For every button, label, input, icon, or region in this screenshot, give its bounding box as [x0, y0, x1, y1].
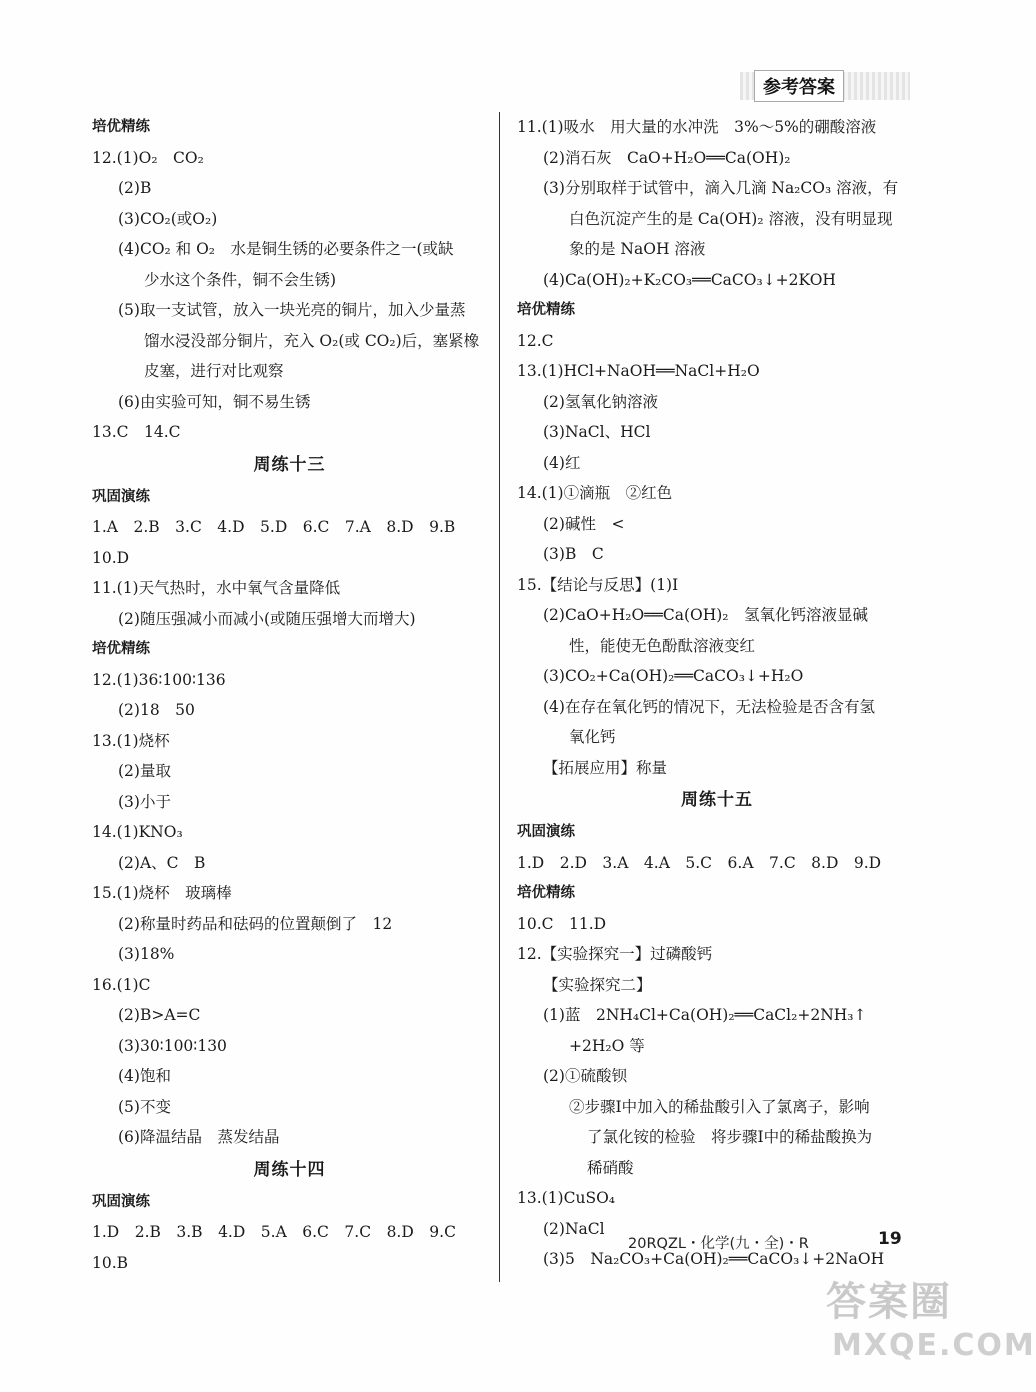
page-number: 19 [878, 1229, 902, 1249]
answer-line: 【拓展应用】称量 [543, 758, 668, 777]
answer-key-header [740, 66, 910, 104]
answer-line: 13.(1)CuSO₄ [517, 1189, 615, 1207]
week-title: 周练十五 [681, 790, 753, 810]
answer-line: (2)18 50 [118, 701, 195, 719]
answer-line: 13.(1)HCl+NaOH══NaCl+H₂O [517, 362, 760, 380]
answer-line: 14.(1)KNO₃ [92, 823, 183, 841]
answer-line: (2)随压强减小而减小(或随压强增大而增大) [118, 609, 416, 628]
answer-line: 稀硝酸 [587, 1158, 634, 1177]
answer-line: 象的是 NaOH 溶液 [569, 240, 706, 258]
week-title: 周练十四 [253, 1159, 326, 1180]
column-divider [499, 112, 500, 1282]
answer-line: (3)B C [543, 545, 604, 563]
answer-line: (3)30∶100∶130 [118, 1036, 227, 1055]
left-column [92, 112, 487, 1278]
answer-line: (2)消石灰 CaO+H₂O══Ca(OH)₂ [543, 148, 791, 167]
answer-line: 皮塞，进行对比观察 [144, 362, 284, 380]
answer-line: (2)NaCl [543, 1219, 605, 1238]
answer-line: 12.【实验探究一】过磷酸钙 [517, 945, 713, 963]
answer-line: 10.B [92, 1253, 129, 1272]
answer-line: 了氯化铵的检验 将步骤Ⅰ中的稀盐酸换为 [587, 1128, 873, 1146]
answer-line: 16.(1)C [92, 975, 151, 994]
answer-line: (3)CO₂(或O₂) [118, 209, 218, 228]
answer-line: 1.D 2.B 3.B 4.D 5.A 6.C 7.C 8.D 9.C [92, 1223, 456, 1241]
answer-line: (4)Ca(OH)₂+K₂CO₃══CaCO₃↓+2KOH [543, 270, 836, 289]
answer-line: (2)量取 [118, 762, 171, 780]
section-heading: 培优精练 [92, 119, 150, 135]
answer-line: 少水这个条件，铜不会生锈) [144, 270, 337, 289]
answer-line: 12.C [517, 331, 554, 350]
answer-line: (2)B>A=C [118, 1006, 201, 1024]
answer-line: (4)红 [543, 453, 581, 472]
answer-line: +2H₂O 等 [569, 1036, 645, 1055]
answer-line: (6)由实验可知，铜不易生锈 [118, 392, 311, 411]
answer-line: 馏水浸没部分铜片，充入 O₂(或 CO₂)后，塞紧橡 [144, 331, 480, 350]
answer-line: 15.【结论与反思】(1)Ⅰ [517, 575, 679, 594]
week-title: 周练十三 [253, 454, 326, 475]
answer-line: (3)CO₂+Ca(OH)₂══CaCO₃↓+H₂O [543, 667, 804, 685]
answer-line: (1)蓝 2NH₄Cl+Ca(OH)₂══CaCl₂+2NH₃↑ [543, 1006, 867, 1024]
answer-line: (4)饱和 [118, 1067, 171, 1085]
answer-line: (3)NaCl、HCl [543, 423, 651, 441]
section-heading: 巩固演练 [92, 488, 150, 505]
answer-line: 13.C 14.C [92, 423, 181, 441]
section-heading: 巩固演练 [517, 824, 575, 840]
answer-line: (5)取一支试管，放入一块光亮的铜片，加入少量蒸 [118, 301, 466, 319]
right-column [517, 112, 917, 1275]
watermark-logo [814, 1262, 1036, 1386]
answer-line: 10.C 11.D [517, 914, 607, 933]
answer-line: (3)18% [118, 945, 175, 963]
watermark-url: MXQE.COM [832, 1328, 1036, 1363]
answer-line: 13.(1)烧杯 [92, 731, 170, 750]
section-heading: 培优精练 [517, 885, 575, 901]
answer-line: (2)碱性 < [543, 514, 625, 533]
answer-line: (6)降温结晶 蒸发结晶 [118, 1128, 280, 1146]
answer-line: 【实验探究二】 [543, 975, 652, 994]
answer-line: 11.(1)天气热时，水中氧气含量降低 [92, 579, 341, 597]
watermark-text: 答案圈 [826, 1279, 952, 1325]
answer-line: (2)称量时药品和砝码的位置颠倒了 12 [118, 914, 393, 933]
answer-line: 15.(1)烧杯 玻璃棒 [92, 884, 232, 902]
answer-line: 12.(1)O₂ CO₂ [92, 148, 204, 167]
answer-line: 白色沉淀产生的是 Ca(OH)₂ 溶液，没有明显现 [569, 209, 893, 228]
header-title: 参考答案 [754, 70, 844, 102]
section-heading: 培优精练 [517, 302, 575, 318]
answer-line: 14.(1)①滴瓶 ②红色 [517, 484, 673, 502]
answer-line: 10.D [92, 548, 130, 567]
answer-line: (4)在存在氧化钙的情况下，无法检验是否含有氢 [543, 697, 875, 716]
section-heading: 巩固演练 [92, 1193, 150, 1210]
answer-line: 1.A 2.B 3.C 4.D 5.D 6.C 7.A 8.D 9.B [92, 518, 456, 536]
answer-line: 12.(1)36∶100∶136 [92, 670, 226, 689]
answer-line: (3)小于 [118, 792, 171, 811]
answer-line: (2)CaO+H₂O══Ca(OH)₂ 氢氧化钙溶液显碱 [543, 606, 868, 624]
answer-line: (2)氢氧化钠溶液 [543, 392, 658, 411]
answer-line: 1.D 2.D 3.A 4.A 5.C 6.A 7.C 8.D 9.D [517, 853, 882, 872]
answer-line: (2)①硫酸钡 [543, 1067, 627, 1085]
answer-line: (2)B [118, 179, 152, 197]
answer-line: 11.(1)吸水 用大量的水冲洗 3%～5%的硼酸溶液 [517, 118, 877, 136]
answer-line: (2)A、C B [118, 853, 206, 872]
section-heading: 培优精练 [92, 641, 150, 657]
answer-line: 氧化钙 [569, 728, 616, 746]
answer-line: ②步骤Ⅰ中加入的稀盐酸引入了氯离子，影响 [569, 1097, 870, 1116]
footer-code: 20RQZL・化学(九・全)・R [628, 1236, 809, 1252]
answer-line: (3)5 Na₂CO₃+Ca(OH)₂══CaCO₃↓+2NaOH [543, 1250, 885, 1268]
answer-line: (4)CO₂ 和 O₂ 水是铜生锈的必要条件之一(或缺 [118, 240, 454, 258]
answer-line: (5)不变 [118, 1097, 171, 1116]
answer-line: (3)分别取样于试管中，滴入几滴 Na₂CO₃ 溶液，有 [543, 179, 899, 197]
answer-line: 性，能使无色酚酞溶液变红 [569, 636, 756, 655]
